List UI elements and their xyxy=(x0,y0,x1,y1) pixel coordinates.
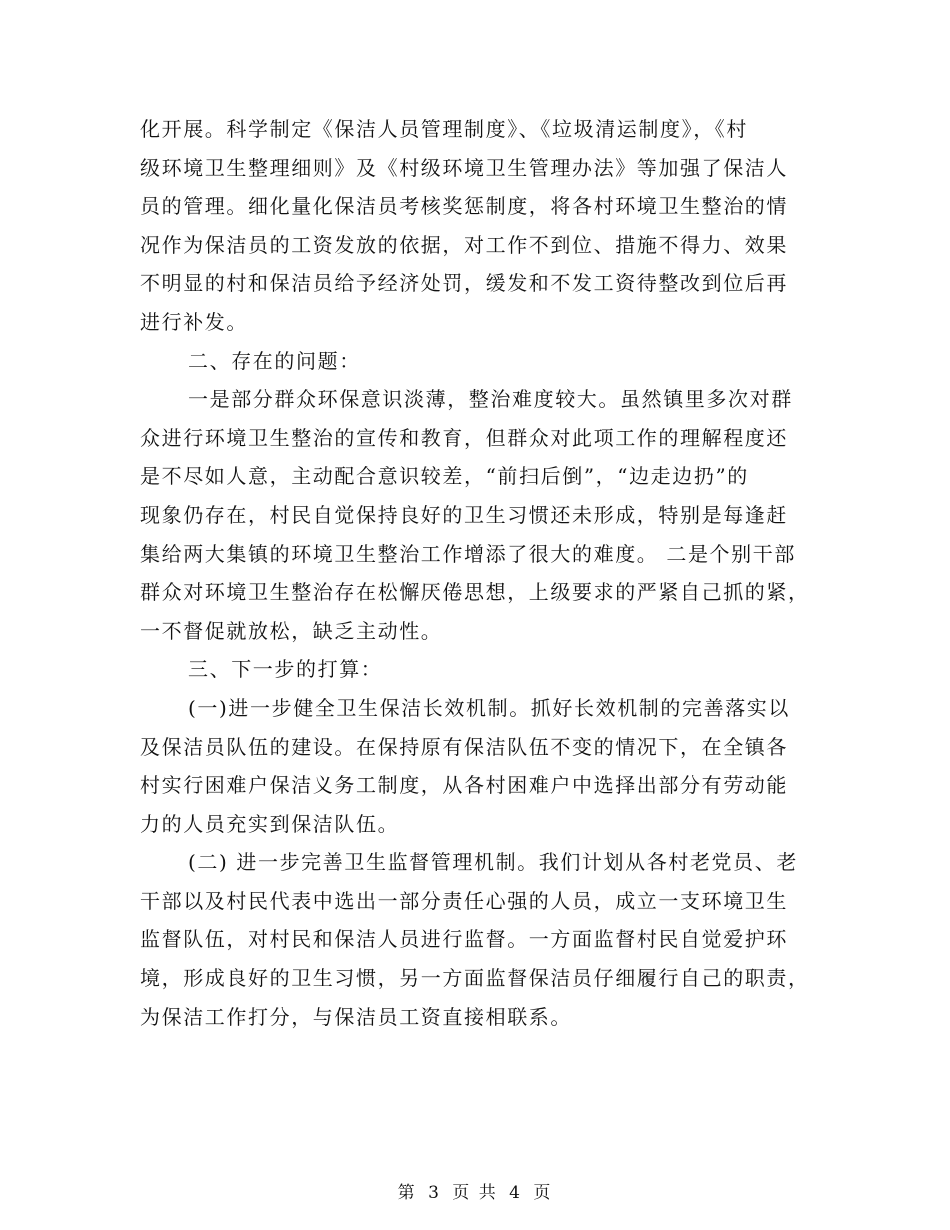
document-body xyxy=(140,110,812,1036)
footer-suffix: 页 xyxy=(533,1183,553,1203)
text-line: 不明显的村和保洁员给予经济处罚，缓发和不发工资待整改到位后再 xyxy=(140,271,788,296)
text-line: 及保洁员队伍的建设。在保持原有保洁队伍不变的情况下，在全镇各 xyxy=(140,734,788,759)
text-line: 现象仍存在，村民自觉保持良好的卫生习惯还未形成，特别是每逢赶 xyxy=(140,502,788,527)
text-line: 境，形成良好的卫生习惯，另一方面监督保洁员仔细履行自己的职责， xyxy=(140,966,810,991)
text-line: 群众对环境卫生整治存在松懈厌倦思想，上级要求的严紧自己抓的紧， xyxy=(140,580,810,605)
text-line: 监督队伍，对村民和保洁人员进行监督。一方面监督村民自觉爱护环 xyxy=(140,927,788,952)
text-line: 力的人员充实到保洁队伍。 xyxy=(140,811,400,836)
text-line: 化开展。科学制定《保洁人员管理制度》、《垃圾清运制度》，《村 xyxy=(140,117,748,141)
text-line: 员的管理。细化量化保洁员考核奖惩制度，将各村环境卫生整治的情 xyxy=(140,194,788,219)
text-line: 众进行环境卫生整治的宣传和教育，但群众对此项工作的理解程度还 xyxy=(140,425,788,450)
footer-page-number: 3 xyxy=(428,1183,441,1203)
text-line: 一不督促就放松，缺乏主动性。 xyxy=(140,618,443,643)
text-line: 级环境卫生整理细则》及《村级环境卫生管理办法》等加强了保洁人 xyxy=(140,155,788,180)
text-line: 干部以及村民代表中选出一部分责任心强的人员，成立一支环境卫生 xyxy=(140,888,788,913)
footer-middle: 页 共 xyxy=(452,1183,498,1203)
text-line: 集给两大集镇的环境卫生整治工作增添了很大的难度。 二是个别干部 xyxy=(140,541,796,566)
page-footer xyxy=(0,1178,950,1203)
section-heading: 三、下一步的打算： xyxy=(188,657,383,682)
footer-prefix: 第 xyxy=(397,1183,417,1203)
text-line: 进行补发。 xyxy=(140,309,248,334)
text-line: 况作为保洁员的工资发放的依据，对工作不到位、措施不得力、效果 xyxy=(140,232,788,257)
footer-total-pages: 4 xyxy=(509,1183,522,1203)
text-line: 一是部分群众环保意识淡薄，整治难度较大。虽然镇里多次对群 xyxy=(188,387,793,412)
text-line: (二) 进一步完善卫生监督管理机制。我们计划从各村老党员、老 xyxy=(188,850,798,875)
text-line: 村实行困难户保洁义务工制度，从各村困难户中选择出部分有劳动能 xyxy=(140,773,788,798)
text-line: 为保洁工作打分，与保洁员工资直接相联系。 xyxy=(140,1004,572,1029)
text-line: (一)进一步健全卫生保洁长效机制。抓好长效机制的完善落实以 xyxy=(188,695,791,720)
section-heading: 二、存在的问题： xyxy=(188,348,361,373)
text-line: 是不尽如人意，主动配合意识较差，“前扫后倒”，“边走边扔”的 xyxy=(140,464,749,489)
